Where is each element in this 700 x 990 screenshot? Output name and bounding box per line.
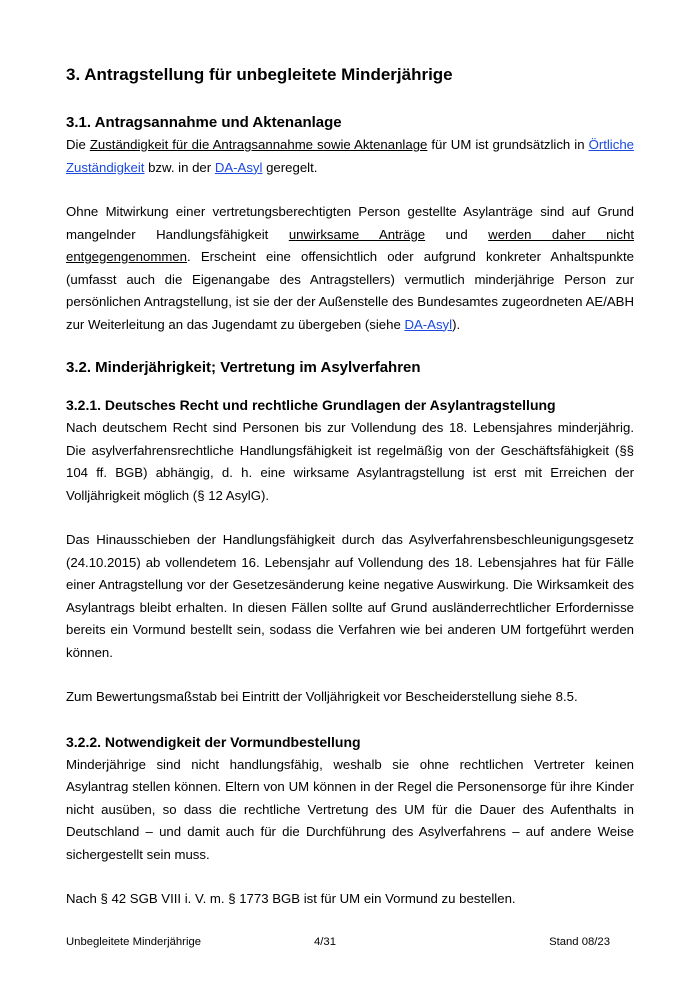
subsection-heading-3-1: 3.1. Antragsannahme und Aktenanlage [66,114,342,131]
page-number: 4/31 [314,936,336,948]
subsection-heading-3-2: 3.2. Minderjährigkeit; Vertretung im Asylverfahren [66,359,421,376]
paragraph-guardian-appointment: Nach § 42 SGB VIII i. V. m. § 1773 BGB ist für UM ein Vormund zu bestellen. [66,891,516,906]
section-heading-3: 3. Antragstellung für unbegleitete Minderjährige [66,65,453,84]
underlined-text: unwirksame Anträge [288,226,426,242]
link-oertliche-zustaendigkeit[interactable]: Örtliche Zuständigkeit [66,137,634,175]
link-da-asyl[interactable]: DA-Asyl [214,159,263,175]
document-page [66,62,634,911]
footer-version: Stand 08/23 [549,936,610,948]
footer-title: Unbegleitete Minderjährige [66,936,202,948]
subsection-heading-3-2-1: 3.2.1. Deutsches Recht und rechtliche Grundlagen der Asylantragstellung [66,397,556,413]
paragraph-invalid-applications: Ohne Mitwirkung einer vertretungsberechtigten Person gestellte Asylanträge sind auf Grund mangelnder Handlungsfähigkeit unwirksame Anträge und werden daher nicht entgegengenommen. Erscheint eine offensichtlich oder aufgrund konkreter Anhaltspunkte (umfasst auch die Eigenangabe des Antragstellers) vermutlich minderjährige Person zur persönlichen Antragstellung, ist sie der der Außenstelle des Bundesamtes zugeordneten AE/ABH zur Weiterleitung an das Jugendamt zu übergeben (siehe DA-Asyl). [66,204,635,332]
link-da-asyl[interactable]: DA-Asyl [404,316,453,332]
paragraph-responsibility: Die Zuständigkeit für die Antragsannahme sowie Aktenanlage für UM ist grundsätzlich in Örtliche Zuständigkeit bzw. in der DA-Asyl geregelt. [66,137,634,175]
subsection-heading-3-2-2: 3.2.2. Notwendigkeit der Vormundbestellung [66,733,361,750]
underlined-text: werden daher nicht entgegengenommen [66,226,635,264]
underlined-text: Zuständigkeit für die Antragsannahme sowie Aktenanlage [89,137,428,152]
paragraph-postponement: Das Hinausschieben der Handlungsfähigkeit durch das Asylverfahrensbeschleunigungsgesetz (24.10.2015) ab vollendetem 16. Lebensjahr auf Vollendung des 18. Lebensjahres hat für Fälle einer Antragstellung vor der Gesetzesänderung keine negative Auswirkung. Die Wirksamkeit des Asylantrags bleibt erhalten. In diesen Fällen sollte auf Grund ausländerrechtlicher Erfordernisse bereits ein Vormund bestellt sein, sodass die Verfahren wie bei anderen UM fortgeführt werden können. [66,532,634,660]
paragraph-german-law: Nach deutschem Recht sind Personen bis zur Vollendung des 18. Lebensjahres minderjährig. Die asylverfahrensrechtliche Handlungsfähigkeit ist regelmäßig von der Geschäftsfähigkeit (§§ 104 ff. BGB) abhängig, d. h. eine wirksame Asylantragstellung ist erst mit Erreichen der Volljährigkeit möglich (§ 12 AsylG). [66,420,634,503]
paragraph-assessment: Zum Bewertungsmaßstab bei Eintritt der Volljährigkeit vor Bescheiderstellung siehe 8.5. [66,689,578,704]
paragraph-guardian-necessity: Minderjährige sind nicht handlungsfähig, weshalb sie ohne rechtlichen Vertreter keinen Asylantrag stellen können. Eltern von UM können in der Regel die Personensorge für ihre Kinder nicht ausüben, so dass die rechtliche Vertretung des UM für die Dauer des Aufenthalts in Deutschland – und damit auch für die Durchführung des Asylverfahrens – auf andere Weise sichergestellt sein muss. [66,756,634,862]
